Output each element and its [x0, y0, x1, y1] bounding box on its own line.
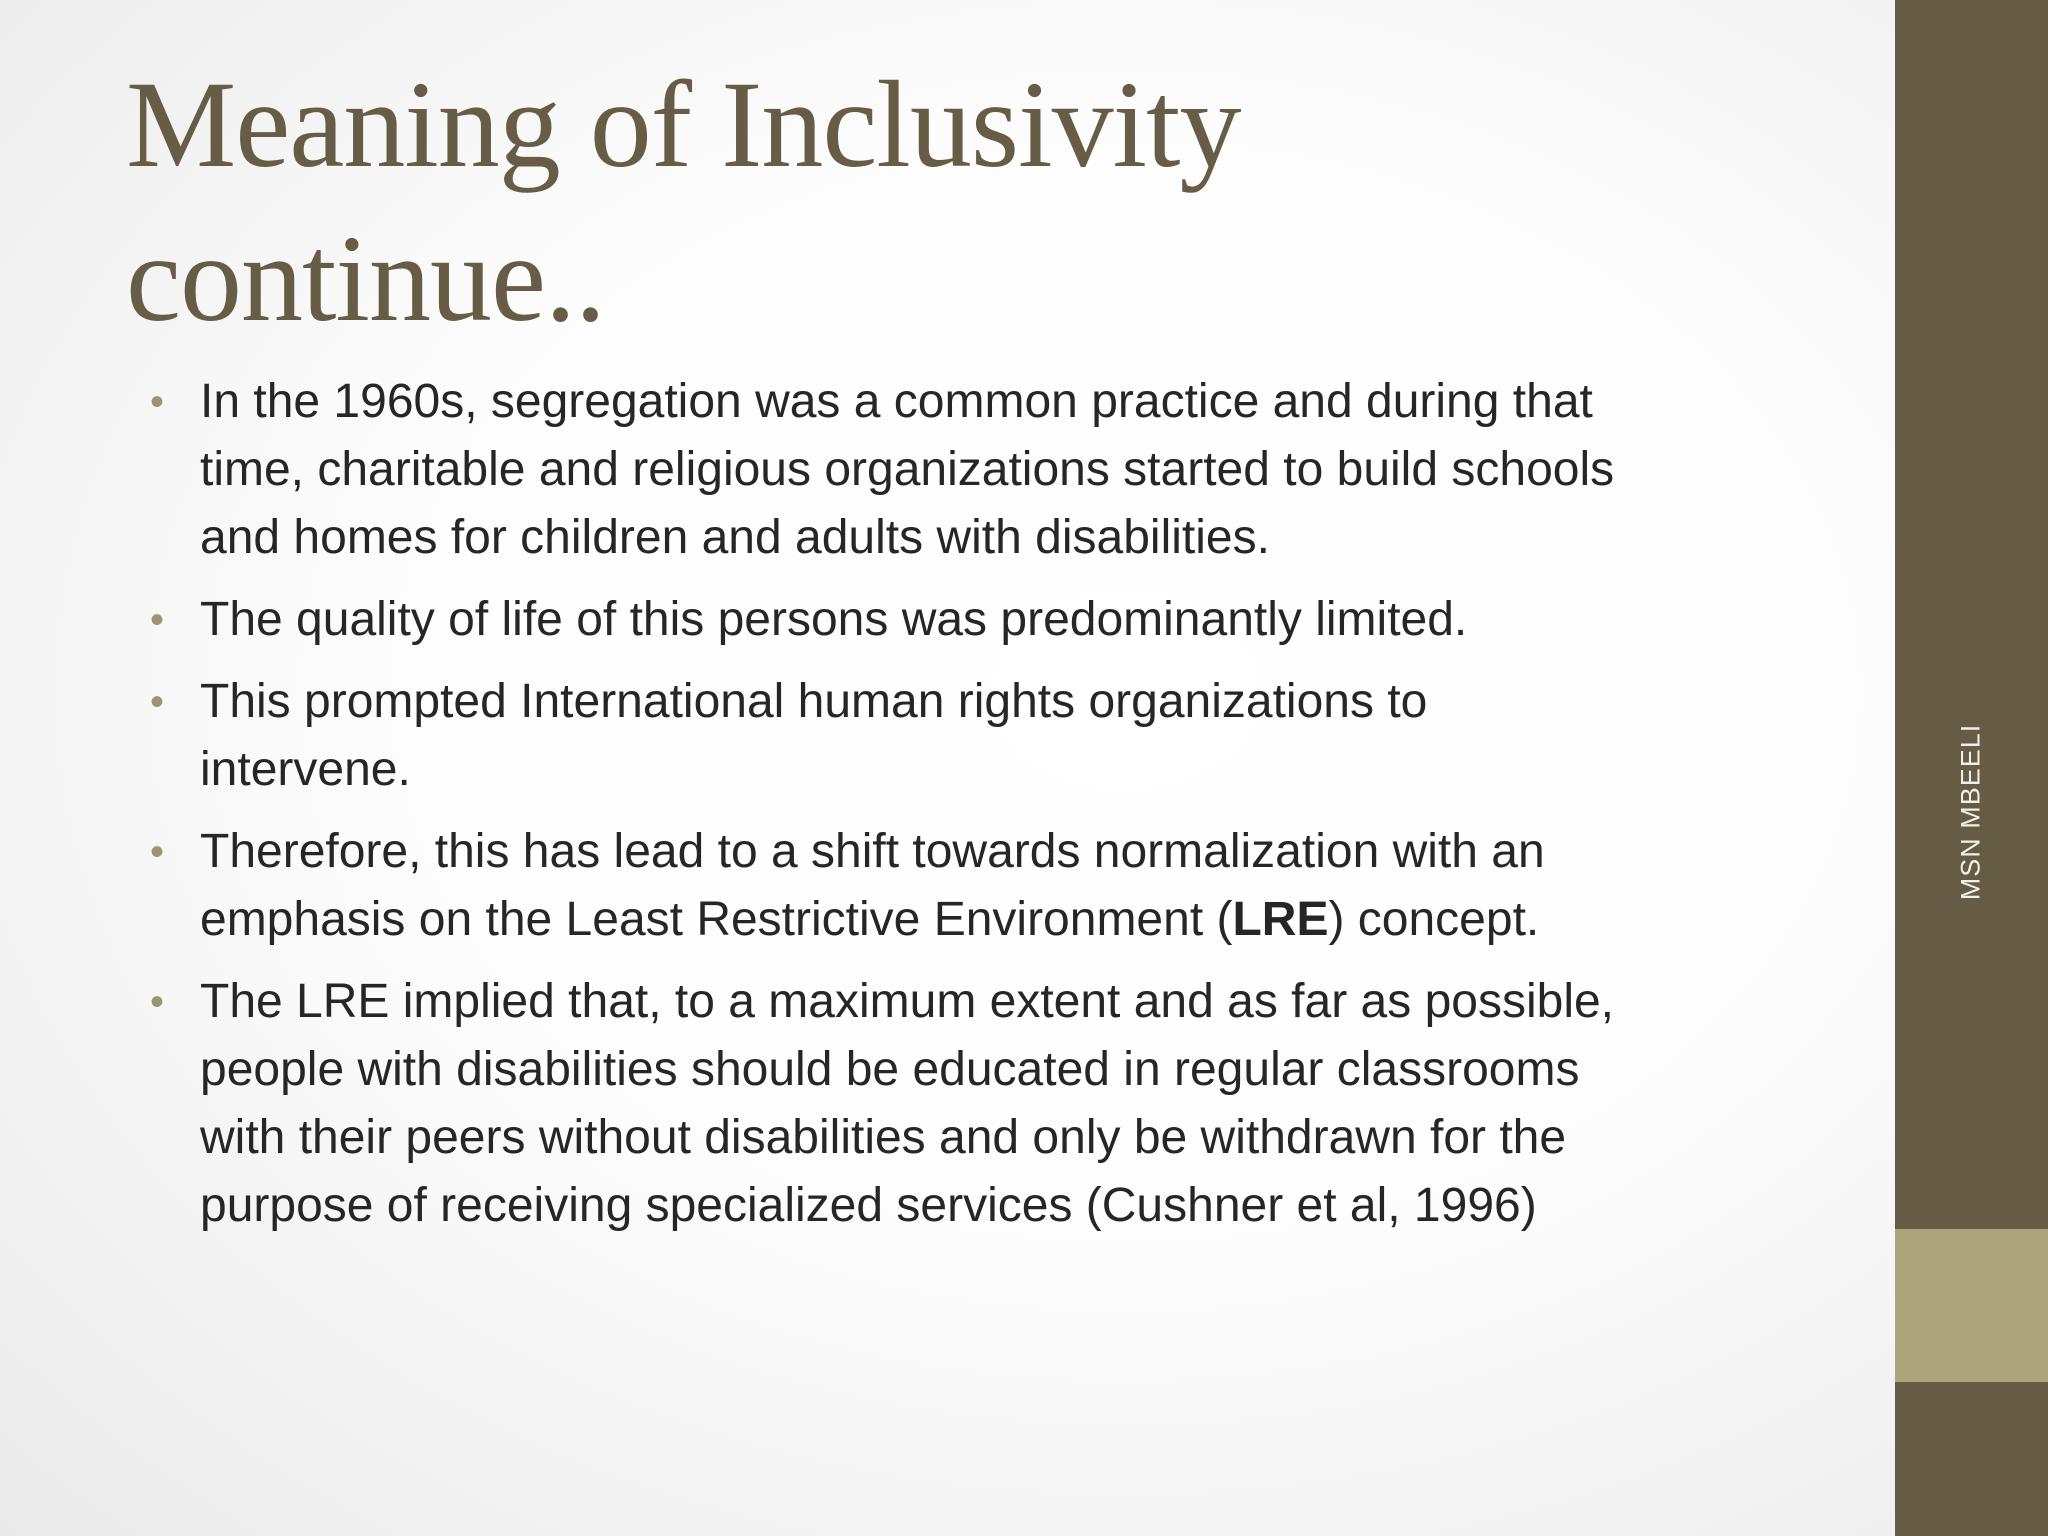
bullet-marker: • [150, 680, 165, 724]
bullet-5-line-1: The LRE implied that, to a maximum extent and as far as possible, [200, 975, 1615, 1028]
sidebar-band [1895, 0, 2048, 1536]
bullet-item-1 [150, 368, 1760, 572]
bullet-marker: • [150, 598, 165, 642]
bullet-5-line-4: purpose of receiving specialized services (Cushner et al, 1996) [200, 1179, 1537, 1232]
bullet-1-line-1: In the 1960s, segregation was a common practice and during that [200, 375, 1593, 428]
slide-title-line-1: Meaning of Inclusivity [126, 56, 1241, 193]
bullet-marker: • [150, 830, 165, 874]
bullet-4-line-1: Therefore, this has lead to a shift towards normalization with an [200, 825, 1545, 878]
bullet-1-line-2: time, charitable and religious organizations started to build schools [200, 443, 1615, 496]
lre-bold-term: LRE [1232, 893, 1329, 946]
bullet-list [150, 368, 1760, 1254]
bullet-2-line-1: The quality of life of this persons was predominantly limited. [200, 593, 1468, 646]
bullet-4-text-before: emphasis on the Least Restrictive Environment ( [200, 893, 1233, 946]
slide-title-line-2: continue.. [126, 210, 605, 347]
bullet-3-line-1: This prompted International human rights organizations to [200, 675, 1428, 728]
bullet-marker: • [150, 380, 165, 424]
slide-title [126, 48, 1826, 356]
bullet-item-2 [150, 586, 1760, 654]
sidebar-accent-block [1895, 1229, 2048, 1382]
bullet-5-line-3: with their peers without disabilities and only be withdrawn for the [200, 1111, 1567, 1164]
bullet-1-line-3: and homes for children and adults with disabilities. [200, 511, 1270, 564]
bullet-4-line-2 [200, 886, 1760, 954]
bullet-item-3 [150, 668, 1760, 804]
bullet-3-line-2: intervene. [200, 743, 411, 796]
bullet-marker: • [150, 980, 165, 1024]
bullet-item-5 [150, 968, 1760, 1240]
bullet-4-text-after: ) concept. [1328, 893, 1540, 946]
sidebar-author-label: MSN MBEELI [1955, 723, 1986, 901]
bullet-5-line-2: people with disabilities should be educated in regular classrooms [200, 1043, 1580, 1096]
bullet-item-4 [150, 818, 1760, 954]
